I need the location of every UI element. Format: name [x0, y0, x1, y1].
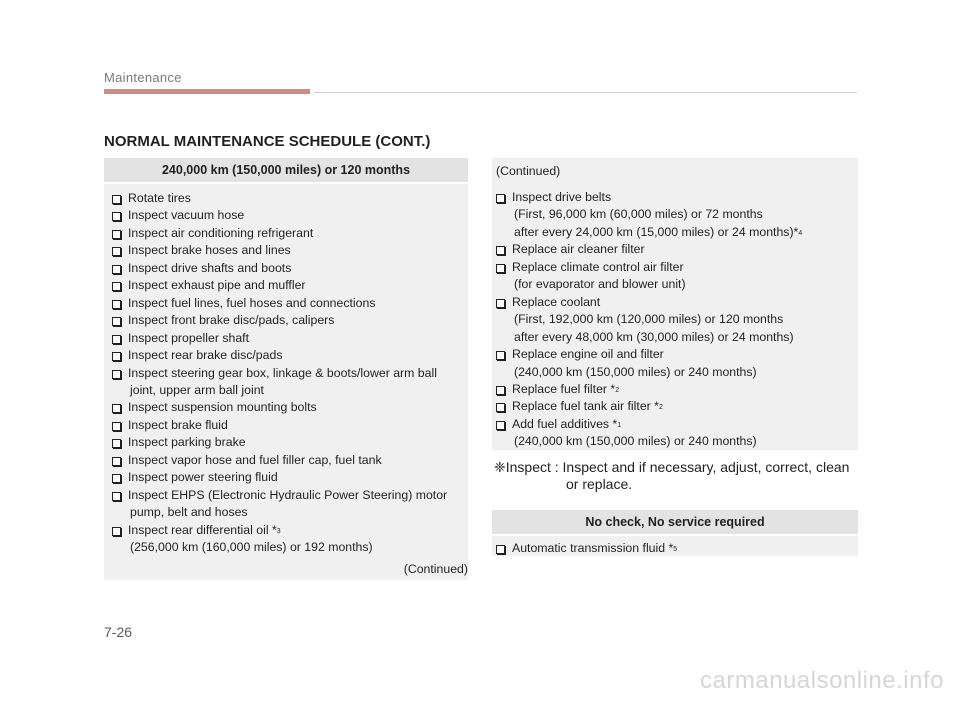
no-service-item-list — [492, 536, 858, 557]
checklist-item — [112, 277, 468, 294]
item-text: Inspect rear differential oil * — [128, 522, 277, 537]
checkbox-icon — [496, 246, 505, 255]
checkbox-icon — [496, 299, 505, 308]
item-text: Inspect drive belts — [512, 190, 612, 204]
checklist-item — [112, 452, 468, 469]
checklist-item — [112, 242, 468, 259]
item-subline: (240,000 km (150,000 miles) or 240 months) — [514, 364, 757, 379]
checklist-item — [112, 190, 468, 207]
checklist-item — [112, 399, 468, 416]
checkbox-icon — [496, 421, 505, 430]
item-text: Replace fuel tank air filter * — [512, 399, 659, 414]
checklist-item — [112, 312, 468, 329]
footnote-mark: 4 — [798, 229, 803, 237]
inspect-note — [494, 459, 849, 493]
item-text: Replace air cleaner filter — [512, 242, 645, 257]
checklist-item — [112, 434, 468, 451]
checkbox-icon — [112, 317, 121, 326]
checkbox-icon — [112, 335, 121, 344]
item-text: Inspect front brake disc/pads, calipers — [128, 313, 335, 328]
item-text: Inspect steering gear box, linkage & boots/lower arm ball — [128, 365, 437, 380]
item-text: Inspect rear brake disc/pads — [128, 348, 283, 363]
checkbox-icon — [112, 247, 121, 256]
checklist-item — [496, 294, 858, 346]
item-text: Inspect drive shafts and boots — [128, 260, 292, 275]
item-subline: (for evaporator and blower unit) — [514, 277, 686, 292]
item-text: Inspect brake hoses and lines — [128, 243, 291, 258]
item-subline: (First, 192,000 km (120,000 miles) or 120 months — [514, 312, 784, 327]
checklist-item — [112, 225, 468, 242]
item-text: Inspect fuel lines, fuel hoses and connections — [128, 295, 376, 310]
checkbox-icon — [112, 282, 121, 291]
checklist-item — [112, 260, 468, 277]
left-schedule-panel — [104, 158, 468, 580]
footnote-mark: 1 — [617, 421, 622, 429]
checklist-item — [112, 330, 468, 347]
checkbox-icon — [496, 386, 505, 395]
checkbox-icon — [112, 212, 121, 221]
checklist-item — [496, 398, 858, 415]
checkbox-icon — [112, 527, 121, 536]
item-subline: after every 48,000 km (30,000 miles) or 24 months) — [514, 329, 794, 344]
item-subline: joint, upper arm ball joint — [130, 382, 264, 397]
checklist-item — [112, 365, 468, 400]
checkbox-icon — [496, 264, 505, 273]
watermark: carmanualsonline.info — [700, 667, 944, 694]
item-text: Replace fuel filter * — [512, 381, 616, 396]
header-rule — [314, 92, 857, 93]
right-schedule-panel — [492, 158, 858, 450]
checklist-item — [496, 540, 858, 557]
header-accent-bar — [104, 89, 310, 94]
item-text: Replace coolant — [512, 294, 601, 309]
section-title: NORMAL MAINTENANCE SCHEDULE (CONT.) — [104, 133, 431, 150]
left-panel-heading: 240,000 km (150,000 miles) or 120 months — [104, 158, 468, 184]
footnote-mark: 3 — [276, 527, 281, 535]
note-symbol-icon: ❈ — [494, 459, 506, 475]
checkbox-icon — [496, 545, 505, 554]
item-text: Inspect propeller shaft — [128, 330, 249, 345]
checkbox-icon — [496, 194, 505, 203]
checklist-item — [112, 487, 468, 522]
item-text: Rotate tires — [128, 191, 191, 205]
checklist-item — [112, 347, 468, 364]
item-text: Inspect brake fluid — [128, 417, 228, 432]
item-text: Inspect vapor hose and fuel filler cap, fuel tank — [128, 452, 382, 467]
checklist-item — [112, 417, 468, 434]
checklist-item — [112, 207, 468, 224]
continued-label: (Continued) — [496, 164, 561, 178]
left-item-list — [104, 184, 468, 557]
checkbox-icon — [496, 403, 505, 412]
page-number: 7-26 — [104, 624, 133, 640]
footnote-mark: 2 — [658, 404, 663, 412]
checklist-item — [496, 189, 858, 241]
checkbox-icon — [112, 265, 121, 274]
checklist-item — [496, 259, 858, 294]
item-subline: after every 24,000 km (15,000 miles) or 24 months)*$^4$ — [514, 224, 803, 239]
item-text: Inspect EHPS (Electronic Hydraulic Power Steering) motor — [128, 487, 448, 502]
item-subline: (240,000 km (150,000 miles) or 240 months) — [514, 434, 757, 449]
checkbox-icon — [112, 370, 121, 379]
checkbox-icon — [112, 195, 121, 204]
item-subline: (First, 96,000 km (60,000 miles) or 72 months — [514, 207, 763, 222]
checkbox-icon — [112, 422, 121, 431]
item-text: Replace engine oil and filter — [512, 347, 664, 362]
item-text: Inspect parking brake — [128, 435, 246, 450]
checkbox-icon — [112, 492, 121, 501]
item-text: Add fuel additives * — [512, 416, 618, 431]
footnote-mark: 2 — [615, 386, 620, 394]
checklist-item — [112, 522, 468, 557]
checkbox-icon — [112, 352, 121, 361]
checkbox-icon — [112, 300, 121, 309]
footnote-mark: 5 — [673, 546, 678, 553]
note-line-2: or replace. — [566, 476, 633, 492]
item-text: Replace climate control air filter — [512, 259, 684, 274]
chapter-title: Maintenance — [104, 70, 182, 85]
checkbox-icon — [112, 404, 121, 413]
item-subline: (256,000 km (160,000 miles) or 192 months) — [130, 540, 373, 555]
no-service-panel — [492, 510, 858, 556]
checkbox-icon — [112, 457, 121, 466]
checkbox-icon — [112, 439, 121, 448]
checklist-item — [112, 295, 468, 312]
checklist-item — [496, 381, 858, 398]
item-text: Inspect air conditioning refrigerant — [128, 225, 314, 240]
checkbox-icon — [112, 230, 121, 239]
checkbox-icon — [496, 351, 505, 360]
item-text: Automatic transmission fluid * — [512, 541, 674, 555]
note-line-1: Inspect : Inspect and if necessary, adjust, correct, clean — [505, 459, 850, 475]
item-text: Inspect power steering fluid — [128, 470, 278, 485]
checklist-item — [496, 416, 858, 451]
item-subline: pump, belt and hoses — [130, 505, 248, 520]
checkbox-icon — [112, 474, 121, 483]
checklist-item — [496, 241, 858, 258]
checklist-item — [112, 469, 468, 486]
no-service-heading: No check, No service required — [492, 510, 858, 536]
right-item-list — [492, 186, 858, 451]
item-text: Inspect exhaust pipe and muffler — [128, 278, 306, 293]
item-text: Inspect suspension mounting bolts — [128, 400, 317, 415]
item-text: Inspect vacuum hose — [128, 208, 245, 223]
checklist-item — [496, 346, 858, 381]
continued-label: (Continued) — [403, 562, 468, 576]
